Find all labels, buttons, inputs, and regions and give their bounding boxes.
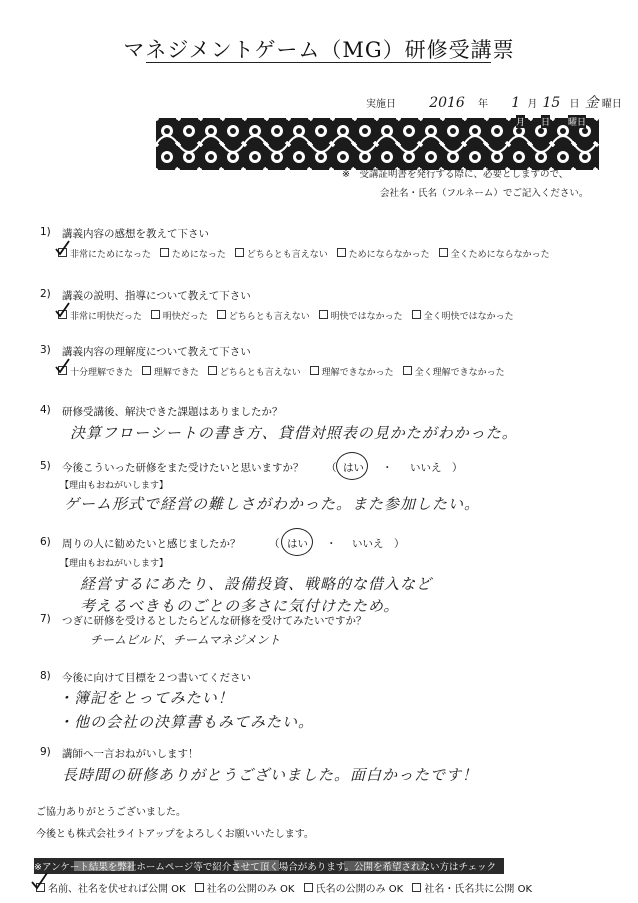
q1-check-mark-icon [54,240,70,256]
q1-opt2-label: ためになった [171,250,226,260]
q6-text: 周りの人に勧めたいと感じましたか？ [62,538,241,550]
q6-reason-label: 【理由もおねがいします】 [60,559,169,569]
consent-opt4-label: 社名・氏名共に公開 OK [424,884,532,895]
q6-number: 6) [40,536,51,548]
q3-opt4-label: 理解できなかった [321,368,394,378]
q6-no[interactable]: いいえ [352,538,384,550]
q2-opt1-label: 非常に明快だった [70,312,143,322]
q2-opt5-label: 全く明快ではなかった [423,312,514,322]
q5-text: 今後こういった研修をまた受けたいと思いますか？ [62,462,304,474]
q2-opt4-label: 明快ではなかった [330,312,403,322]
footer-notice-text: ※アンケート結果を弊社ホームページ等で紹介させて頂く場合があります。公開を希望されない方はチェックをお願いいたします [34,862,497,887]
q6-paren-close: ） [394,538,405,550]
q9-text: 講師へ一言おねがいします！ [62,748,199,760]
notice-line-2: 会社名・氏名（フルネーム）でご記入ください。 [380,188,589,199]
q1-options [58,247,550,260]
q3-opt5-checkbox[interactable] [403,366,412,375]
date-row [366,92,622,112]
q2-opt2-checkbox[interactable] [151,310,160,319]
q3-opt1-label: 十分理解できた [70,368,134,378]
q5-reason-label: 【理由もおねがいします】 [60,481,169,491]
q3-opt3-label: どちらとも言えない [219,368,301,378]
q8-text: 今後に向けて目標を２つ書いてください [62,672,251,684]
footer-regards: 今後とも株式会社ライトアップをよろしくお願いいたします。 [36,829,314,840]
q1-opt3-checkbox[interactable] [235,248,244,257]
date-row2-month: 月 [516,115,525,128]
q2-check-mark-icon [54,302,70,318]
title-underline [146,62,491,63]
q3-options [58,365,505,378]
q2-options [58,309,514,322]
q8-answer-line-1: ・簿記をとってみたい！ [58,689,234,707]
q3-opt3-checkbox[interactable] [208,366,217,375]
q6-paren-open: （ [269,538,280,550]
date-day-value: 15 [542,95,561,111]
q5-number: 5) [40,460,51,472]
q5-answer: ゲーム形式で経営の難しさがわかった。また参加したい。 [64,495,481,513]
date-label: 実施日 [366,99,396,110]
q3-opt2-checkbox[interactable] [142,366,151,375]
consent-options [34,880,532,895]
q6-yes-circle [281,528,313,556]
page-title: マネジメントゲーム（MG）研修受講票 [123,38,515,62]
redaction-pattern [156,118,599,170]
q2-opt4-checkbox[interactable] [319,310,328,319]
q3-opt5-label: 全く理解できなかった [414,368,505,378]
notice-line-1: ※ 受講証明書を発行する際に、必要としますので、 [342,169,569,180]
q1-opt4-checkbox[interactable] [337,248,346,257]
q2-opt3-checkbox[interactable] [217,310,226,319]
q6-answer-line-1: 経営するにあたり、設備投資、戦略的な借入など [80,575,433,593]
consent-opt3-label: 氏名の公開のみ OK [315,884,404,895]
consent-opt2-label: 社名の公開のみ OK [206,884,295,895]
q1-opt2-checkbox[interactable] [160,248,169,257]
q5-paren-close: ） [452,462,463,474]
q5-no[interactable]: いいえ [410,462,442,474]
date-weekday-value: 金 [584,95,599,111]
q3-number: 3) [40,344,51,356]
q8-number: 8) [40,670,51,682]
q4-answer: 決算フローシートの書き方、貸借対照表の見かたがわかった。 [70,424,518,442]
date-row2-weekday: 曜日 [568,115,586,128]
q9-number: 9) [40,746,51,758]
q2-opt3-label: どちらとも言えない [228,312,310,322]
q2-number: 2) [40,288,51,300]
consent-opt2-checkbox[interactable] [195,883,204,892]
q1-text: 講義内容の感想を教えて下さい [62,228,209,240]
q8-answer-line-2: ・他の会社の決算書もみてみたい。 [58,713,315,731]
redaction-pattern-graphic [156,118,599,170]
date-day-unit: 日 [569,99,580,110]
consent-opt3-checkbox[interactable] [304,883,313,892]
q2-text: 講義の説明、指導について教えて下さい [62,290,251,302]
footer-notice-strip [34,858,504,887]
q6-separator: ・ [326,538,337,550]
q1-opt4-label: ためにならなかった [348,250,430,260]
q1-opt1-label: 非常にためになった [70,250,152,260]
consent-check-mark-icon [30,872,48,890]
consent-opt1-label: 名前、社名を伏せれば公開 OK [48,884,186,895]
date-month-value: 1 [511,95,521,111]
q1-opt5-label: 全くためにならなかった [450,250,550,260]
date-year-value: 2016 [429,95,465,111]
q6-yes[interactable]: はい [287,538,308,550]
date-month-unit: 月 [527,99,538,110]
q2-opt5-checkbox[interactable] [412,310,421,319]
footer-thanks: ご協力ありがとうございました。 [36,807,186,818]
q5-paren-open: （ [326,462,337,474]
q5-yes[interactable]: はい [343,462,364,474]
q7-number: 7) [40,613,51,625]
q1-opt5-checkbox[interactable] [439,248,448,257]
q4-text: 研修受講後、解決できた課題はありましたか？ [62,406,283,418]
q1-number: 1) [40,226,51,238]
q7-text: つぎに研修を受けるとしたらどんな研修を受けてみたいですか？ [62,615,367,627]
date-year-unit: 年 [478,99,489,110]
q1-opt3-label: どちらとも言えない [246,250,328,260]
q9-answer: 長時間の研修ありがとうございました。面白かったです！ [62,766,479,784]
q7-answer: チームビルド、チームマネジメント [90,633,281,647]
q3-opt4-checkbox[interactable] [310,366,319,375]
date-weekday-unit: 曜日 [601,99,622,110]
consent-opt4-checkbox[interactable] [412,883,421,892]
q3-text: 講義内容の理解度について教えて下さい [62,346,251,358]
q2-opt2-label: 明快だった [162,312,208,322]
q3-opt2-label: 理解できた [153,368,199,378]
q4-number: 4) [40,404,51,416]
q6-answer-line-2: 考えるべきものごとの多さに気付けたため。 [80,597,400,615]
date-row2-day: 日 [541,115,550,128]
q5-separator: ・ [382,462,393,474]
q3-check-mark-icon [54,358,70,374]
q5-yes-circle [336,452,368,480]
